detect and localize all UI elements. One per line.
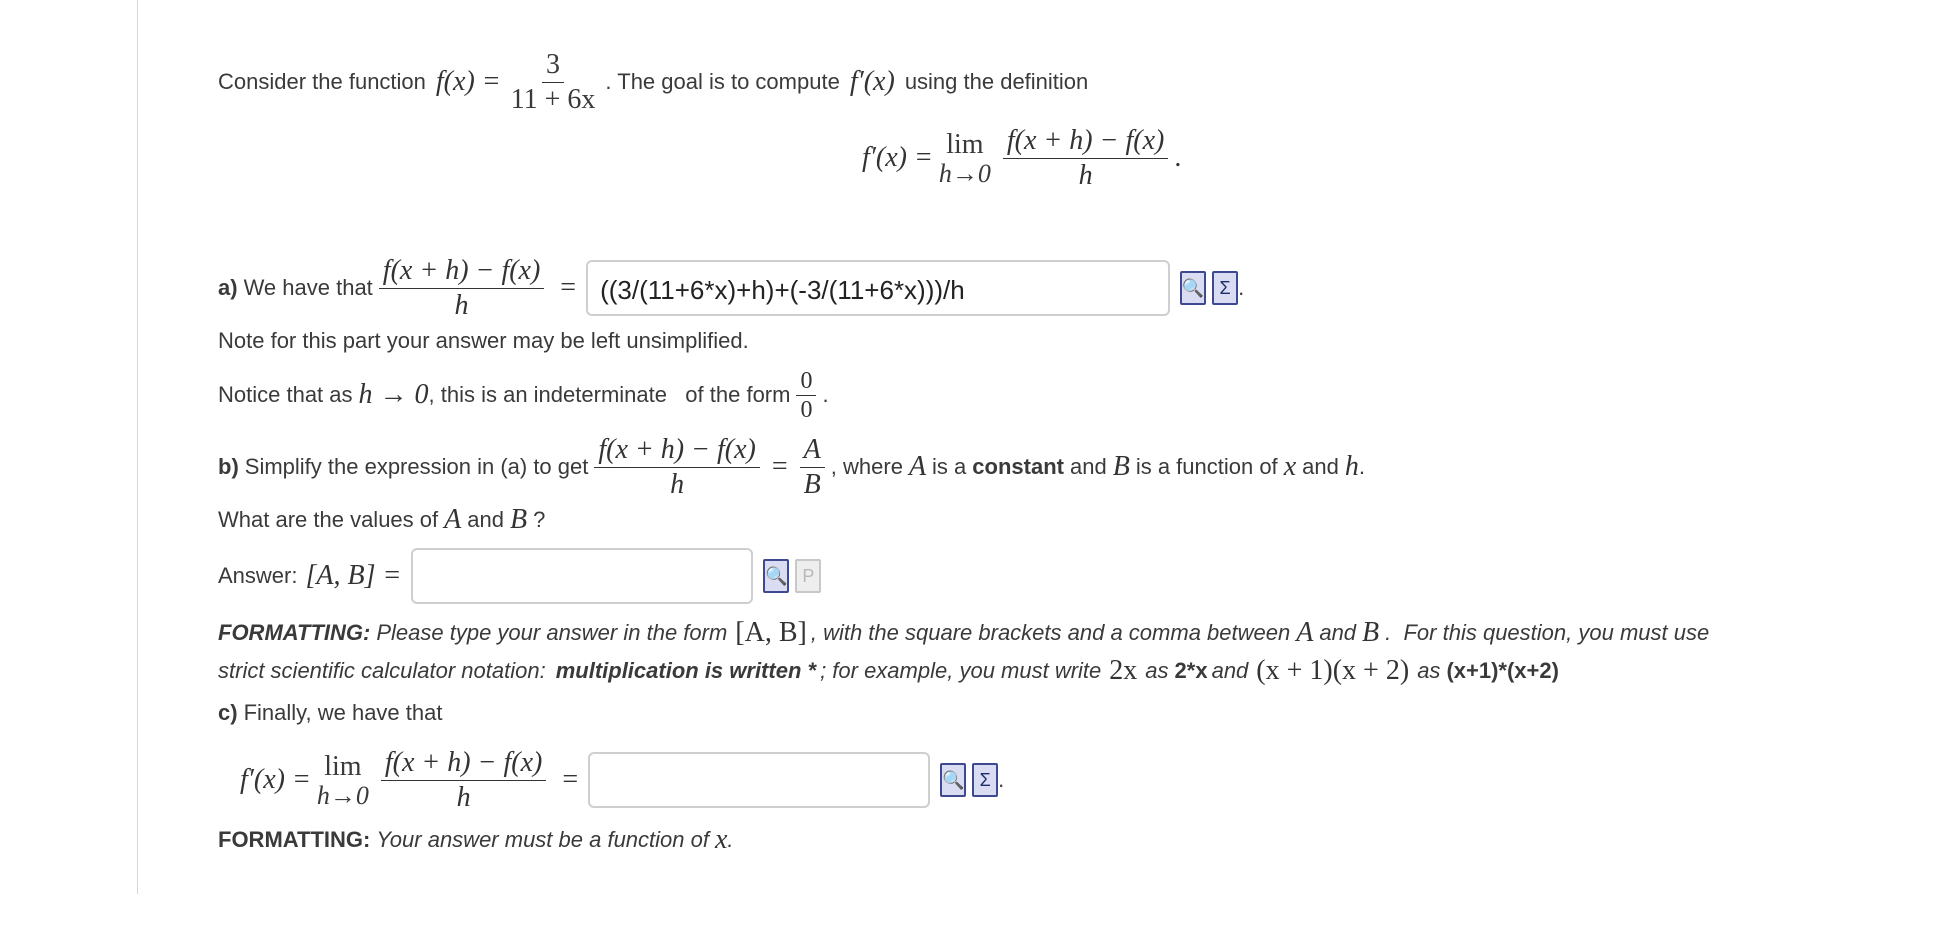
definition-lhs: f′(x) = (862, 142, 933, 173)
formatting1-m3: (x + 1)(x + 2) (1256, 655, 1410, 686)
part-c-end: . (998, 767, 1005, 792)
answer-input[interactable] (411, 548, 753, 604)
question-var-B: B (509, 504, 528, 535)
intro-frac-num: 3 (542, 48, 564, 83)
formatting1-t1: Please type your answer in the form (376, 620, 728, 645)
part-a-label: a) (218, 275, 238, 300)
part-a-answer-input[interactable]: ((3/(11+6*x)+h)+(-3/(11+6*x)))/h (586, 260, 1170, 316)
part-b-var-h: h (1344, 451, 1359, 482)
notice-middle: , this is an indeterminate of the form (428, 382, 791, 407)
part-c-fraction (381, 746, 547, 815)
note-line (218, 326, 749, 356)
intro-fx: f(x) = (435, 66, 501, 97)
answer-expr: [A, B] = (305, 560, 402, 591)
formatting2-line (218, 822, 734, 858)
formatting1-bold2: 2*x (1174, 658, 1208, 683)
part-b-constant: constant (972, 454, 1064, 479)
part-b-text1: Simplify the expression in (a) to get (244, 454, 589, 479)
question-and: and (467, 507, 504, 532)
part-b-frac-B: B (803, 468, 821, 500)
definition-end: . (1174, 142, 1182, 173)
equation-editor-icon[interactable]: Σ (1212, 271, 1238, 305)
intro-suffix: using the definition (904, 69, 1089, 94)
part-a-end: . (1238, 275, 1245, 300)
part-b-text3: is a (932, 454, 967, 479)
parse-icon: P (795, 559, 821, 593)
formatting1-m2: 2x (1109, 655, 1138, 686)
formatting2-text: Your answer must be a function of (376, 827, 709, 852)
part-b-frac-den: h (670, 468, 685, 500)
answer-label: Answer: (218, 563, 298, 588)
part-c-limit (317, 751, 369, 809)
notice-prefix: Notice that as (218, 382, 353, 407)
intro-frac-den: 11 + 6x (510, 83, 596, 115)
part-b-line (218, 428, 1365, 506)
notice-fraction (796, 367, 816, 424)
notice-expr: h → 0 (358, 379, 429, 410)
formatting1-mA: A (1296, 617, 1314, 648)
part-b-text6: and (1302, 454, 1339, 479)
part-a-frac-num: f(x + h) − f(x) (379, 254, 545, 289)
formatting1-mB: B (1362, 617, 1380, 648)
left-border (137, 0, 138, 894)
formatting1-line2 (218, 652, 1559, 690)
notice-line (218, 364, 829, 426)
intro-middle: . The goal is to compute (605, 69, 840, 94)
formatting1-t3: and (1319, 620, 1357, 645)
part-b-var-x: x (1283, 451, 1297, 482)
part-b-end: . (1358, 454, 1365, 479)
formatting1-t4: . For this question, you must use (1385, 620, 1710, 645)
formatting1-bold3: (x+1)*(x+2) (1446, 658, 1559, 683)
part-c-lhs: f′(x) = (240, 764, 311, 795)
formatting1-t2: , with the square brackets and a comma between (810, 620, 1291, 645)
part-a-line (218, 246, 1244, 330)
definition-line (862, 118, 1181, 198)
formatting2-end: . (727, 827, 734, 852)
part-c-lim-word: lim (324, 751, 362, 782)
definition-frac-num: f(x + h) − f(x) (1003, 124, 1169, 159)
formatting1-t5: strict scientific calculator notation: (218, 658, 546, 683)
part-b-label: b) (218, 454, 239, 479)
formatting1-bold1: multiplication is written * (555, 658, 817, 683)
part-c-equation-line (240, 738, 1004, 822)
formatting1-label: FORMATTING: (218, 620, 371, 645)
definition-fraction (1003, 124, 1169, 193)
question-var-A: A (444, 504, 462, 535)
formatting1-t8: and (1211, 658, 1249, 683)
preview-icon[interactable]: 🔍 (1180, 271, 1206, 305)
part-b-frac-num: f(x + h) − f(x) (594, 433, 760, 468)
part-a-text: We have that (243, 275, 373, 300)
notice-frac-den: 0 (800, 396, 813, 423)
part-c-equals: = (562, 764, 579, 795)
intro-line (218, 40, 1088, 124)
definition-limit (939, 129, 991, 187)
definition-lim-sub: h→0 (938, 159, 991, 188)
part-c-line (218, 696, 442, 730)
part-c-lim-sub: h→0 (316, 781, 369, 810)
part-b-equals: = (771, 451, 788, 482)
part-b-frac-A: A (800, 433, 825, 468)
part-c-frac-num: f(x + h) − f(x) (381, 746, 547, 781)
definition-lim-word: lim (946, 129, 984, 160)
formatting2-label: FORMATTING: (218, 827, 371, 852)
formatting1-t7: as (1145, 658, 1169, 683)
part-c-text: Finally, we have that (243, 700, 443, 725)
question-suffix: ? (533, 507, 546, 532)
part-b-text4: and (1069, 454, 1107, 479)
note-text: Note for this part your answer may be left unsimplified. (218, 328, 749, 353)
notice-end: . (822, 382, 829, 407)
part-a-fraction (379, 254, 545, 323)
formatting1-t9: as (1417, 658, 1441, 683)
part-b-text5: is a function of (1135, 454, 1278, 479)
preview-icon[interactable]: 🔍 (763, 559, 789, 593)
notice-frac-num: 0 (796, 367, 816, 396)
part-b-var-A: A (908, 451, 927, 482)
formatting1-m1: [A, B] (735, 617, 807, 648)
definition-frac-den: h (1078, 159, 1093, 191)
formatting1-line1 (218, 614, 1709, 652)
part-c-frac-den: h (456, 781, 471, 813)
part-a-frac-den: h (454, 289, 469, 321)
part-c-label: c) (218, 700, 238, 725)
intro-fprime: f′(x) (849, 66, 895, 97)
part-b-ab-fraction (800, 433, 825, 502)
formatting2-var: x (714, 824, 728, 855)
part-b-text2: , where (830, 454, 903, 479)
question-line (218, 502, 545, 538)
part-b-fraction (594, 433, 760, 502)
part-c-answer-input[interactable] (588, 752, 930, 808)
preview-icon[interactable]: 🔍 (940, 763, 966, 797)
intro-prefix: Consider the function (218, 69, 426, 94)
part-a-equals: = (560, 272, 577, 303)
formatting1-t6: ; for example, you must write (820, 658, 1102, 683)
answer-line (218, 546, 821, 606)
question-prefix: What are the values of (218, 507, 439, 532)
part-b-var-B: B (1112, 451, 1130, 482)
equation-editor-icon[interactable]: Σ (972, 763, 998, 797)
intro-fraction (507, 48, 600, 117)
